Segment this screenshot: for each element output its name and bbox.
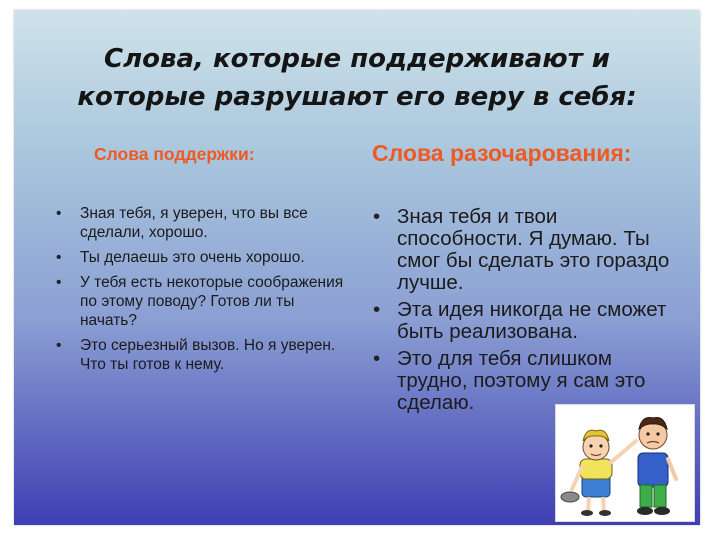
disappointment-item: • Это для тебя слишком трудно, поэтому я сам это сделаю. [371,348,681,414]
support-heading: Слова поддержки: [94,144,255,164]
cartoon-illustration [555,404,695,522]
cartoon-figures-icon [556,405,694,521]
disappointment-list [371,206,681,419]
title-line-1: Слова, которые поддерживают и [104,44,610,74]
support-item: • Зная тебя, я уверен, что вы все сделали, хорошо. [54,204,354,242]
disappointment-heading: Слова разочарования: [372,140,632,166]
support-item: • Ты делаешь это очень хорошо. [54,248,354,267]
support-item: • Это серьезный вызов. Но я уверен. Что ты готов к нему. [54,336,354,374]
slide-title [14,40,700,116]
title-line-2: которые разрушают его веру в себя: [77,82,637,112]
slide [14,10,700,525]
support-item: • У тебя есть некоторые соображения по этому поводу? Готов ли ты начать? [54,273,354,330]
support-list [54,204,354,380]
disappointment-item: • Зная тебя и твои способности. Я думаю. Ты смог бы сделать это гораздо лучше. [371,206,681,294]
disappointment-item: • Эта идея никогда не сможет быть реализована. [371,299,681,343]
